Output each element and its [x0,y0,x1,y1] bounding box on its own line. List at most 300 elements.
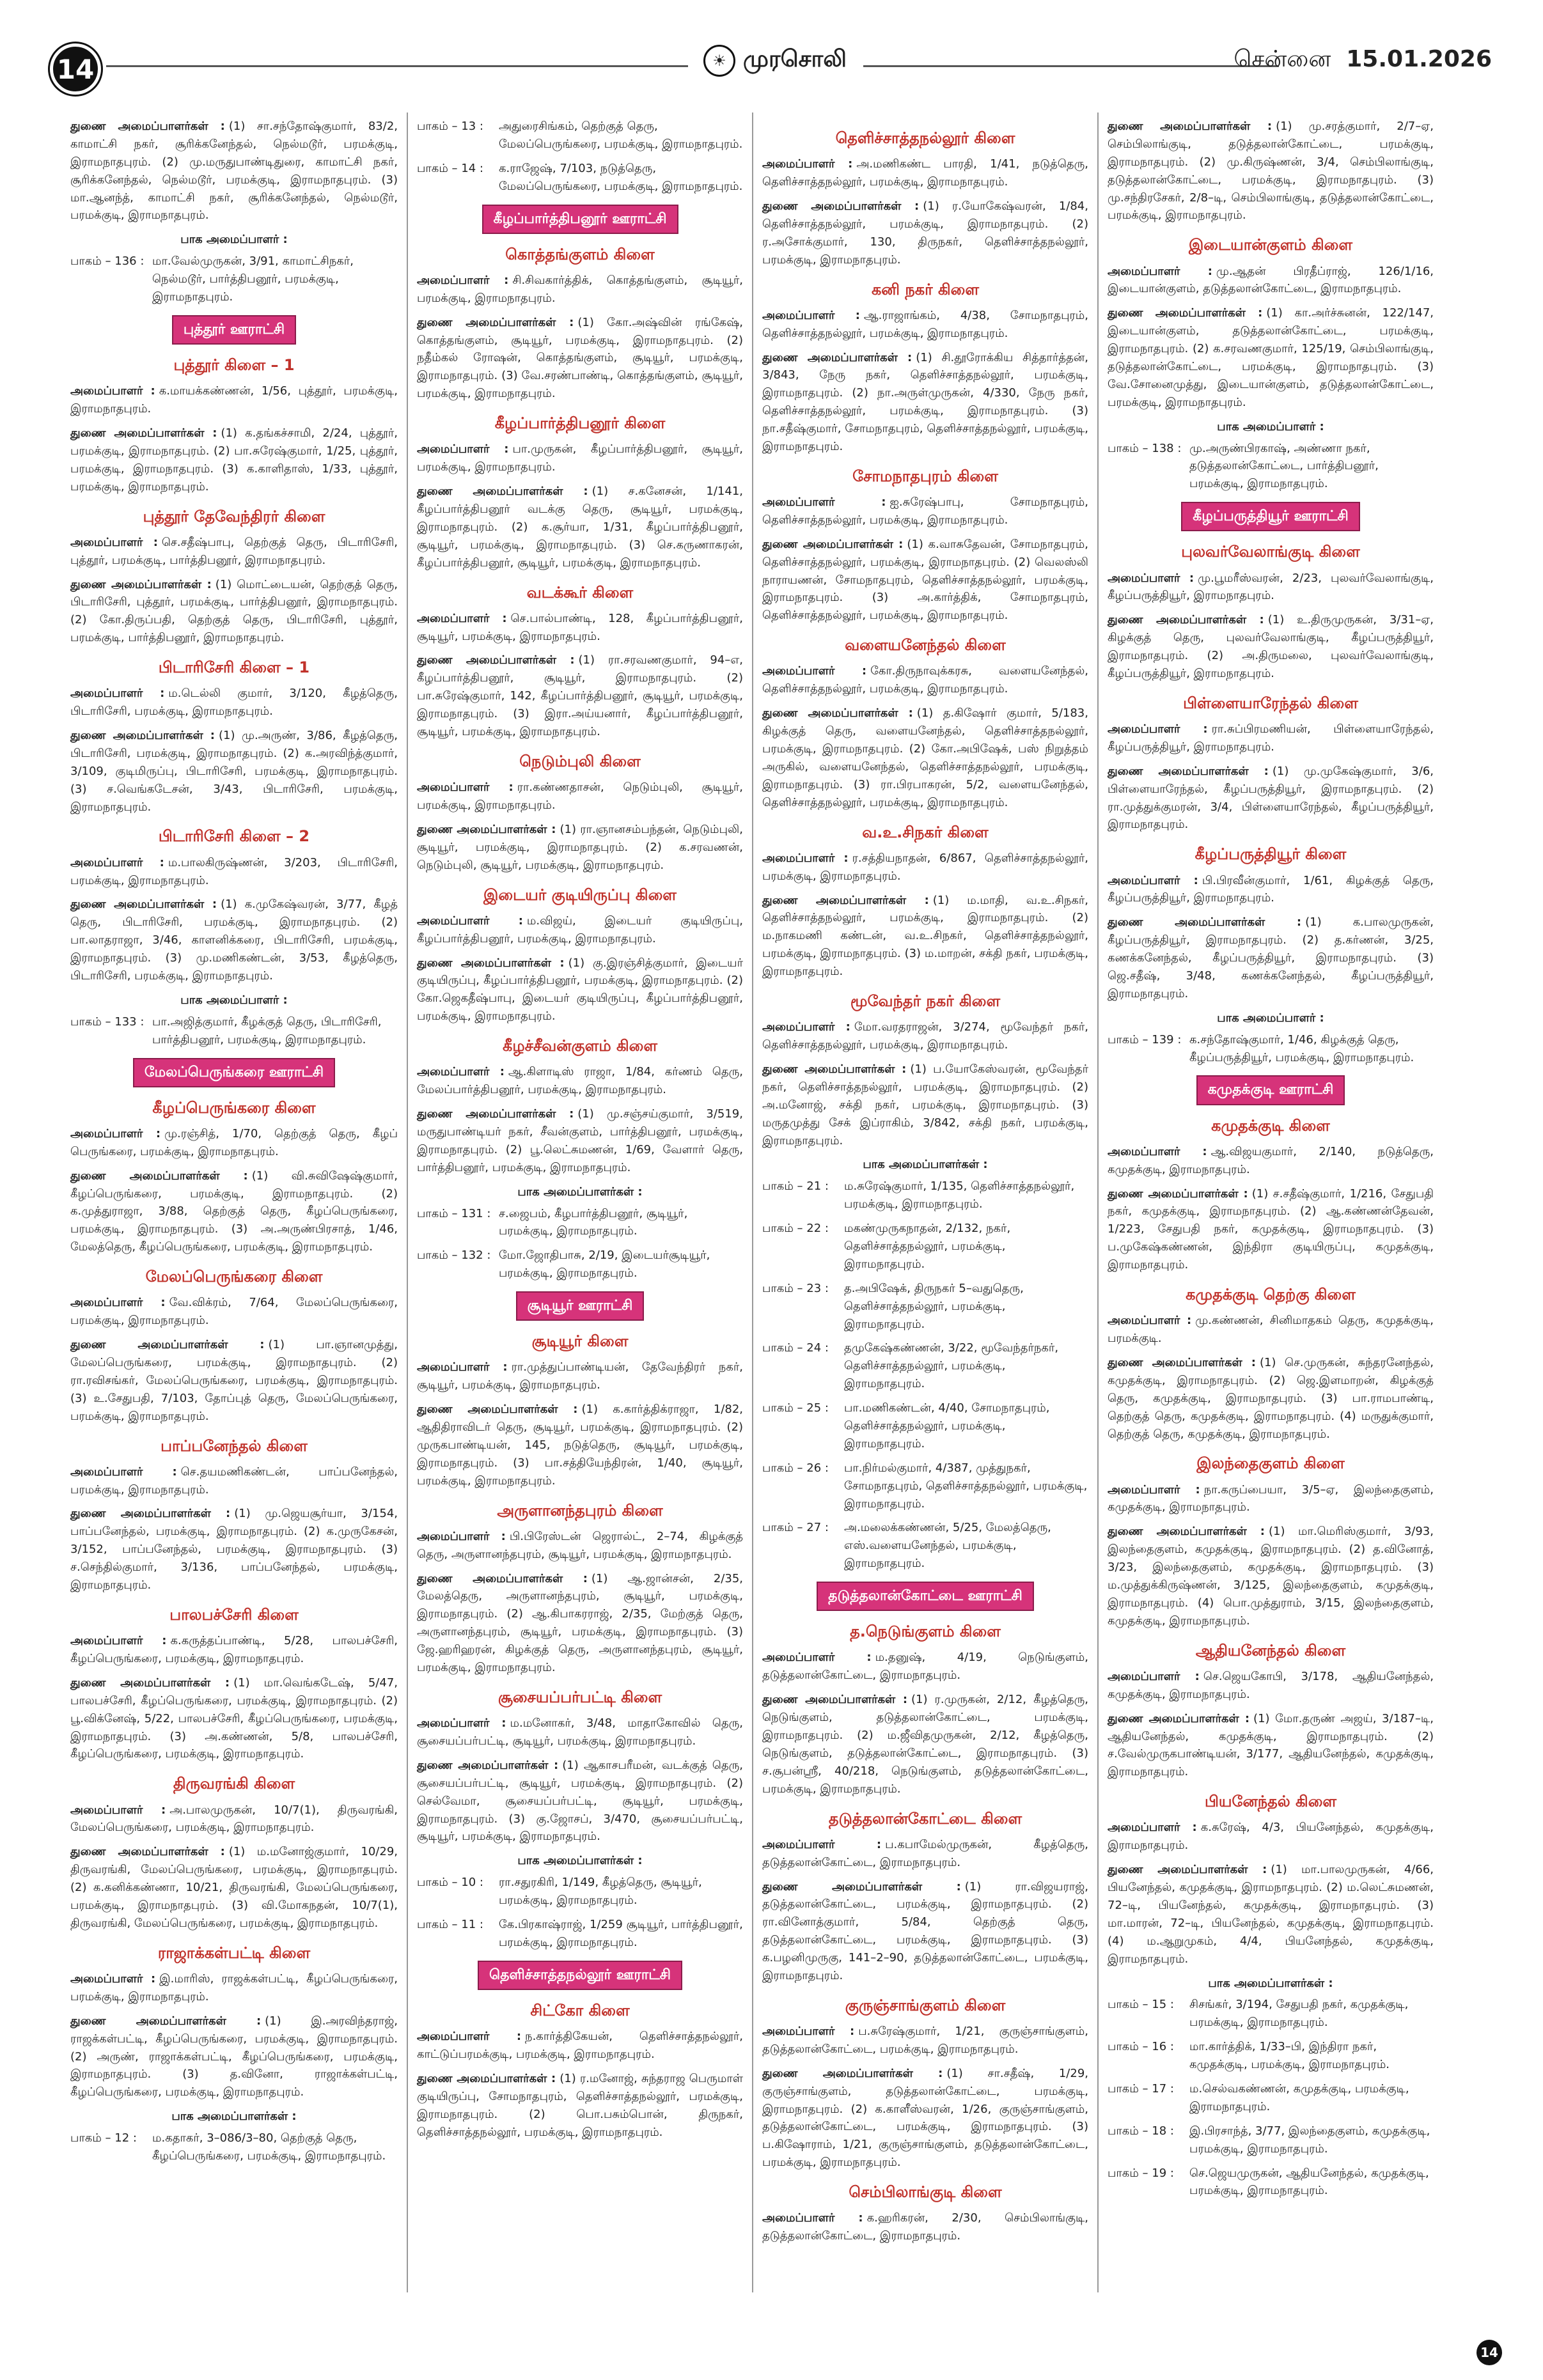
member-details: மு.ரஞ்சித், 1/70, தெற்குத் தெரு, கீழப் பெருங்கரை, பரமக்குடி, இராமநாதபுரம். [70,1126,398,1158]
booth-section-label: பாக அமைப்பாளர்கள் : [1208,1976,1333,1990]
role-label: அமைப்பாளர் : [762,308,860,322]
member-details: நா.கருப்பையா, 3/5–ஏ, இலந்தைகுளம், கமுதக்குடி, இராமநாதபுரம். [1108,1482,1434,1514]
role-label: துணை அமைப்பாளர்கள் : [70,1507,231,1521]
booth-number: பாகம் – 19 : [1108,2166,1174,2180]
panchayat-banner: சூடியூர் ஊராட்சி [516,1291,645,1321]
member-entry [417,483,743,572]
booth-entry [1108,2122,1434,2158]
member-details: ர.சத்தியநாதன், 6/867, தெளிச்சாத்தநல்லூர், பரமக்குடி, இராமநாதபுரம். [762,851,1088,883]
booth-member: ம.கதாகர், 3–086/3–80, தெற்குத் தெரு, கீழப்பெருங்கரை, பரமக்குடி, இராமநாதபுரம். [152,2131,386,2163]
role-label: துணை அமைப்பாளர்கள் : [417,485,588,499]
role-label: துணை அமைப்பாளர்கள் : [762,2066,943,2080]
role-label: அமைப்பாளர் : [762,2211,863,2225]
booth-member: ம.சுரேஷ்குமார், 1/135, தெளிச்சாத்தநல்லூர், பரமக்குடி, இராமநாதபுரம். [844,1179,1075,1211]
role-label: துணை அமைப்பாளர்கள் : [70,120,225,133]
booth-member: க.ராஜேஷ், 7/103, நடுத்தெரு, மேலப்பெருங்கரை, பரமக்குடி, இராமநாதபுரம். [499,161,743,193]
role-label: துணை அமைப்பாளர்கள் : [1108,1863,1267,1877]
booth-member: ம.செல்வகண்ணன், கமுதக்குடி, பரமக்குடி, இராமநாதபுரம். [1189,2082,1409,2113]
role-label: அமைப்பாளர் : [417,1529,506,1543]
role-label: துணை அமைப்பாளர்கள் : [762,537,904,551]
column-3 [752,113,1097,2292]
member-details: ம.தனுஷ், 4/19, நெடுங்குளம், தடுத்தலான்கோட்டை, இராமநாதபுரம். [762,1651,1089,1683]
column-2 [407,113,752,2292]
member-entry [1108,1312,1434,1348]
booth-entry [762,1459,1088,1513]
member-entry [1108,118,1434,224]
member-entry [1108,1185,1434,1274]
role-label: துணை அமைப்பாளர்கள் : [1108,1186,1248,1201]
booth-entry [417,1247,743,1282]
header-rule-right [863,65,1279,67]
branch-heading: பியனேந்தல் கிளை [1204,1793,1337,1811]
booth-entry [1108,440,1434,494]
branch-heading: குருஞ்சாங்குளம் கிளை [845,1996,1006,2014]
member-details: (1) ச.சதீஷ்குமார், 1/216, சேதுபதி நகர், கமுதக்குடி, இராமநாதபுரம். (2) ஆ.கண்ணன்தேவன், 1/223, சேதுபதி நகர், கமுதக்குடி, இராமநாதபுரம். (3) ப.முகேஷ்கண்ணன், இந்திரா குடியிருப்பு, கமுதக்குடி, இராமநாதபுரம். [1108,1186,1434,1272]
member-details: (1) மு.அருண், 3/86, கீழத்தெரு, பிடாரிசேரி, பரமக்குடி, இராமநாதபுரம். (2) க.அரவிந்த்குமார், 3/109, குடிமிருப்பு, பிடாரிசேரி, பரமக்குடி, இராமநாதபுரம். (3) ச.வெங்கடேசன், 3/43, பிடாரிசேரி, பரமக்குடி, இராமநாதபுரம். [70,729,398,814]
branch-heading: புலவர்வேலாங்குடி கிளை [1181,543,1360,561]
member-entry [70,1632,398,1668]
branch-heading: கீழப்பார்த்திபனூர் கிளை [494,414,666,433]
member-details: க.சுரேஷ், 4/3, பியனேந்தல், கமுதக்குடி, இராமநாதபுரம். [1108,1821,1434,1853]
role-label: துணை அமைப்பாளர்கள் : [417,956,565,970]
role-label: துணை அமைப்பாளர்கள் : [70,1169,248,1183]
member-details: (1) ச.கனேசன், 1/141, கீழப்பார்த்திபனூர் வடக்கு தெரு, சூடியூர், பரமக்குடி, இராமநாதபுரம். (2) க.சூர்யா, 1/31, கீழப்பார்த்திபனூர், சூடியூர், பரமக்குடி, இராமநாதபுரம். (3) செ.கருணாகரன், கீழப்பார்த்திபனூர், சூடியூர், பரமக்குடி, இராமநாதபுரம். [417,485,743,570]
booth-number: பாகம் – 132 : [417,1248,491,1263]
role-label: அமைப்பாளர் : [417,273,509,287]
role-label: துணை அமைப்பாளர்கள் : [1108,613,1264,627]
member-entry [417,1063,743,1099]
member-details: ம.பாலகிருஷ்ணன், 3/203, பிடாரிசேரி, பரமக்குடி, இராமநாதபுரம். [70,855,398,887]
member-entry [762,349,1088,456]
role-label: அமைப்பாளர் : [762,157,853,171]
booth-number: பாகம் – 10 : [417,1876,483,1890]
booth-entry [762,1178,1088,1213]
branch-heading: கமுதக்குடி கிளை [1211,1116,1330,1135]
member-entry [1108,1481,1434,1517]
member-entry [70,424,398,496]
role-label: துணை அமைப்பாளர்கள் : [762,350,912,364]
branch-heading: வளையனேந்தல் கிளை [845,636,1006,655]
role-label: துணை அமைப்பாளர்கள் : [1108,915,1302,929]
booth-entry [1108,2038,1434,2074]
role-label: துணை அமைப்பாளர்கள் : [70,898,217,912]
booth-entry [417,160,743,196]
booth-number: பாகம் – 21 : [762,1179,829,1194]
member-entry [762,2065,1088,2172]
member-details: செ.ஜெயகோபி, 3/178, ஆதியனேந்தல், கமுதக்குடி, இராமநாதபுரம். [1108,1669,1434,1701]
member-entry [762,155,1088,191]
role-label: அமைப்பாளர் : [1108,1144,1207,1158]
member-entry [762,704,1088,811]
member-entry [417,779,743,814]
booth-number: பாகம் – 11 : [417,1918,483,1931]
member-entry [1108,763,1434,834]
member-entry [1108,611,1434,683]
role-label: துணை அமைப்பாளர்கள் : [70,1676,230,1690]
role-label: துணை அமைப்பாளர்கள் : [70,729,215,743]
role-label: துணை அமைப்பாளர்கள் : [762,199,920,213]
branch-heading: திருவரங்கி கிளை [173,1775,295,1793]
role-label: அமைப்பாளர் : [417,2030,522,2044]
member-details: (1) கா.அர்ச்சுனன், 122/147, இடையான்குளம், தடுத்தலான்கோட்டை, பரமக்குடி, இராமநாதபுரம். (2) க.சரவணகுமார், 125/19, செம்பிலாங்குடி, தடுத்தலான்கோட்டை, பரமக்குடி, இராமநாதபுரம். (3) வே.சோனைமுத்து, இடையான்குளம், தடுத்தலான்கோட்டை, பரமக்குடி, இராமநாதபுரம். [1108,306,1434,409]
panchayat-banner: தெளிச்சாத்தநல்லூர் ஊராட்சி [478,1961,682,1990]
booth-number: பாகம் – 14 : [417,161,483,175]
member-entry [762,198,1088,269]
booth-section-label: பாக அமைப்பாளர்கள் : [171,2110,297,2124]
booth-entry [417,1205,743,1241]
branch-heading: அருளானந்தபுரம் கிளை [497,1501,663,1520]
member-details: (1) வி.சுவிஷேஷ்குமார், கீழப்பெருங்கரை, பரமக்குடி, இராமநாதபுரம். (2) க.முத்துராஜா, 3/88, தெற்குத் தெரு, கீழப்பெருங்கரை, பரமக்குடி, இராமநாதபுரம். (3) அ.அருண்பிரசாத், 1/46, மேலத்தெரு, கீழப்பெருங்கரை, பரமக்குடி, இராமநாதபுரம். [70,1169,398,1254]
member-entry [762,2209,1088,2245]
role-label: துணை அமைப்பாளர்கள் : [70,2014,262,2028]
member-details: (1) க.வாசுதேவன், சோமநாதபுரம், தெளிச்சாத்தநல்லூர், பரமக்குடி, இராமநாதபுரம். (2) வெலஸ்லி நாராயணன், சோமநாதபுரம், தெளிச்சாத்தநல்லூர், பரமக்குடி, இராமநாதபுரம். (3) அ.கார்த்திக், சோமநாதபுரம், தெளிச்சாத்தநல்லூர், பரமக்குடி, இராமநாதபுரம். [762,537,1088,623]
booth-section-label: பாக அமைப்பாளர் : [1217,419,1324,433]
member-details: க.கருத்தப்பாண்டி, 5/28, பாலபச்சேரி, கீழப்பெருங்கரை, பரமக்குடி, இராமநாதபுரம். [70,1634,398,1666]
branch-heading: சூடியூர் கிளை [531,1332,629,1351]
member-details: (1) மு.ஜெயசூர்யா, 3/154, பாப்பனேந்தல், பரமக்குடி, இராமநாதபுரம். (2) க.முருகேசன், 3/152, பாப்பனேந்தல், பரமக்குடி, இராமநாதபுரம். (3) ச.செந்தில்குமார், 3/136, பாப்பனேந்தல், பரமக்குடி, இராமநாதபுரம். [70,1507,398,1592]
booth-section-label: பாக அமைப்பாளர்கள் : [517,1185,643,1199]
member-entry [1108,1143,1434,1179]
member-entry [417,912,743,948]
member-entry [70,1674,398,1763]
member-entry [762,1649,1088,1684]
role-label: அமைப்பாளர் : [70,687,165,701]
booth-section-label: பாக அமைப்பாளர்கள் : [517,1854,643,1868]
role-label: துணை அமைப்பாளர்கள் : [1108,764,1269,778]
member-details: அ.பாலமுருகன், 10/7(1), திருவரங்கி, மேலப்பெருங்கரை, பரமக்குடி, இராமநாதபுரம். [70,1803,398,1835]
booth-member: பா.அஜித்குமார், கீழக்குத் தெரு, பிடாரிசேரி, பார்த்திபனூர், பரமக்குடி, இராமநாதபுரம். [152,1015,382,1046]
member-entry [417,821,743,875]
branch-heading: மூவேந்தர் நகர் கிளை [850,992,1001,1010]
booth-number: பாகம் – 24 : [762,1341,829,1355]
booth-member: அதுரைசிங்கம், தெற்குத் தெரு, மேலப்பெருங்கரை, பரமக்குடி, இராமநாதபுரம். [499,120,743,151]
booth-member: சிசங்கர், 3/194, சேதுபதி நகர், கமுதக்குடி, பரமக்குடி, இராமநாதபுரம். [1189,1998,1409,2030]
member-details: செ.பால்பாண்டி, 128, கீழப்பார்த்திபனூர், சூடியூர், பரமக்குடி, இராமநாதபுரம். [417,611,743,643]
role-label: அமைப்பாளர் : [70,535,158,549]
member-entry [1108,914,1434,1002]
member-details: வே.விக்ரம், 7/64, மேலப்பெருங்கரை, பரமக்குடி, இராமநாதபுரம். [70,1296,398,1328]
role-label: அமைப்பாளர் : [70,1634,167,1648]
member-entry [762,662,1088,698]
panchayat-banner: கீழப்பார்த்திபனூர் ஊராட்சி [482,205,678,234]
member-details: அ.மணிகண்ட பாரதி, 1/41, நடுத்தெரு, தெளிச்சாத்தநல்லூர், பரமக்குடி, இராமநாதபுரம். [762,157,1089,189]
booth-member: இ.பிரசாந்த், 3/77, இலந்தைகுளம், கமுதக்குடி, பரமக்குடி, இராமநாதபுரம். [1189,2124,1430,2156]
member-details: (1) கோ.அஷ்வின் ரங்கேஷ், கொத்தங்குளம், சூடியூர், பரமக்குடி, இராமநாதபுரம். (2) நதீம்கல் ரோஷன், கொத்தங்குளம், சூடியூர், பரமக்குடி, இராமநாதபுரம். (3) வே.சரண்பாண்டி, கொத்தங்குளம், சூடியூர், பரமக்குடி, இராமநாதபுரம். [417,315,743,401]
member-details: (1) மா.மெரிஸ்குமார், 3/93, இலந்தைகுளம், கமுதக்குடி, இராமநாதபுரம். (2) த.வினோத், 3/23, இலந்தைகுளம், கமுதக்குடி, இராமநாதபுரம். (3) ம.முத்துக்கிருஷ்ணன், 3/125, இலந்தைகுளம், கமுதக்குடி, இராமநாதபுரம். (4) பொ.முத்துராம், 3/15, இலந்தைகுளம், கமுதக்குடி, இராமநாதபுரம். [1108,1525,1434,1628]
member-details: ரா.கண்ணதாசன், நெடும்புலி, சூடியூர், பரமக்குடி, இராமநாதபுரம். [417,781,743,812]
role-label: துணை அமைப்பாளர்கள் : [70,1845,225,1859]
role-label: துணை அமைப்பாளர்கள் : [417,653,575,667]
branch-heading: நெடும்புலி கிளை [519,752,641,770]
role-label: துணை அமைப்பாளர்கள் : [70,577,212,591]
member-entry [417,1105,743,1177]
role-label: அமைப்பாளர் : [1108,264,1212,278]
member-entry [417,1757,743,1846]
branch-heading: தெளிச்சாத்தநல்லூர் கிளை [835,129,1015,147]
member-details: (1) சா.சந்தோஷ்குமார், 83/2, காமாட்சி நகர், சூரிக்கனேந்தல், நெல்மடூர், பரமக்குடி, இராமநாதபுரம். (2) மு.மருதுபாண்டிதுரை, காமாட்சி நகர், சூரிக்கனேந்தல், நெல்மடூர், பரமக்குடி, இராமநாதபுரம். (3) மா.ஆனந்த், காமாட்சி நகர், சூரிக்கனேந்தல், நெல்மடூர், பரமக்குடி, இராமநாதபுரம். [70,120,398,222]
member-details: (1) சி.தூரோக்கிய சித்தார்த்தன், 3/843, நேரு நகர், தெளிச்சாத்தநல்லூர், பரமக்குடி, இராமநாதபுரம். (2) நா.அருள்முருகன், 4/330, நேரு நகர், தெளிச்சாத்தநல்லூர், பரமக்குடி, இராமநாதபுரம். (3) நா.சதீஷ்குமார், சோமநாதபுரம், தெளிச்சாத்தநல்லூர், பரமக்குடி, இராமநாதபுரம். [762,350,1088,453]
role-label: துணை அமைப்பாளர்கள் : [1108,1355,1256,1369]
member-details: ஆ.ராஜாங்கம், 4/38, சோமநாதபுரம், தெளிச்சாத்தநல்லூர், பரமக்குடி, இராமநாதபுரம். [762,308,1088,340]
member-entry [1108,872,1434,908]
column-4 [1097,113,1443,2292]
member-details: ஆ.கிளாடிஸ் ராஜா, 1/84, கர்ணம் தெரு, மேலப்பார்த்திபனூர், பரமக்குடி, இராமநாதபுரம். [417,1065,743,1097]
role-label: துணை அமைப்பாளர்கள் : [1108,120,1273,133]
member-details: (1) ரா.சரவணகுமார், 94–எ, கீழப்பார்த்திபனூர், சூடியூர், இராமநாதபுரம். (2) பா.சுரேஷ்குமார், 142, கீழப்பார்த்திபனூர், சூடியூர், பரமக்குடி, இராமநாதபுரம். (3) இரா.அய்யனார், கீழப்பார்த்திபனூர், சூடியூர், பரமக்குடி, இராமநாதபுரம். [417,653,743,739]
paper-name: முரசொலி [743,46,847,72]
member-entry [70,727,398,816]
member-details: (1) மு.முகேஷ்குமார், 3/6, பிள்ளையாரேந்தல், கீழப்பருத்தியூர், இராமநாதபுரம். (2) ரா.முத்துக்குமரன், 3/4, பிள்ளையாரேந்தல், கீழப்பருத்தியூர், இராமநாதபுரம். [1108,764,1434,832]
branch-heading: வடக்கூர் கிளை [526,583,634,602]
member-entry [70,896,398,984]
member-entry [762,892,1088,981]
branch-heading: கீழப்பருத்தியூர் கிளை [1194,845,1347,864]
member-details: (1) உ.திருமுருகன், 3/31–ஏ, கிழக்குத் தெரு, புலவர்வேலாங்குடி, கீழப்பருத்தியூர், இராமநாதபுரம். (2) அ.திருமலை, புலவர்வேலாங்குடி, கீழப்பருத்தியூர், இராமநாதபுரம். [1108,613,1434,680]
booth-section-label: பாக அமைப்பாளர் : [180,233,288,247]
booth-member: ரா.சதுரகிரி, 1/149, கீழத்தெரு, சூடியூர், பரமக்குடி, இராமநாதபுரம். [499,1876,702,1908]
role-label: அமைப்பாளர் : [762,1837,882,1851]
member-entry [417,440,743,476]
branch-heading: பிள்ளையாரேந்தல் கிளை [1183,694,1358,712]
member-entry [417,272,743,307]
member-details: (1) க.முகேஷ்வரன், 3/77, கீழத் தெரு, பிடாரிசேரி, பரமக்குடி, இராமநாதபுரம். (2) பா.லாதராஜா, 3/46, காளனிக்கரை, பிடாரிசேரி, பரமக்குடி, இராமநாதபுரம். (3) மு.மணிகண்டன், 3/53, கீழத்தெரு, பிடாரிசேரி, பரமக்குடி, இராமநாதபுரம். [70,898,398,983]
member-details: (1) மா.பாலமுருகன், 4/66, பியனேந்தல், கமுதக்குடி, இராமநாதபுரம். (2) ம.லெட்சுமணன், 72–டி, பியனேந்தல், கமுதக்குடி, இராமநாதபுரம். (3) மா.மாரன், 72–டி, பியனேந்தல், கமுதக்குடி, இராமநாதபுரம். (4) ம.ஆறுமுகம், 4/4, பியனேந்தல், கமுதக்குடி, இராமநாதபுரம். [1108,1863,1434,1966]
member-details: ரா.சுப்பிரமணியன், பிள்ளையாரேந்தல், கீழப்பருத்தியூர், இராமநாதபுரம். [1108,722,1434,754]
member-entry [70,576,398,648]
sun-logo-icon: ☀ [703,45,735,77]
member-details: (1) பா.ஞானமுத்து, மேலப்பெருங்கரை, பரமக்குடி, இராமநாதபுரம். (2) ரா.ரவிசங்கர், மேலப்பெருங்கரை, பரமக்குடி, இராமநாதபுரம். (3) உ.சேதுபதி, 7/103, தோப்புத் தெரு, மேலப்பெருங்கரை, பரமக்குடி, இராமநாதபுரம். [70,1338,398,1423]
member-entry [762,1878,1088,1985]
member-entry [417,651,743,740]
booth-member: த.அபிஷேக், திருநகர் 5–வதுதெரு, தெளிச்சாத்தநல்லூர், பரமக்குடி, இராமநாதபுரம். [844,1281,1024,1331]
panchayat-banner: கமுதக்குடி ஊராட்சி [1196,1075,1345,1105]
booth-member: மு.அருண்பிரகாஷ், அண்ணா நகர், தடுத்தலான்கோட்டை, பார்த்திபனூர், பரமக்குடி, இராமநாதபுரம். [1189,441,1379,491]
member-entry [762,1691,1088,1798]
branch-heading: இடையான்குளம் கிளை [1188,236,1353,254]
footer-page-number: 14 [1476,2340,1502,2365]
booth-entry [762,1339,1088,1393]
member-entry [417,1358,743,1394]
role-label: துணை அமைப்பாளர்கள் : [762,1693,908,1707]
member-entry [762,1061,1088,1149]
role-label: அமைப்பாளர் : [1108,873,1198,887]
branch-heading: இலந்தைகுளம் கிளை [1196,1454,1345,1473]
booth-number: பாகம் – 18 : [1108,2124,1174,2138]
member-entry [417,2070,743,2142]
member-entry [1108,1668,1434,1704]
member-details: ந.கார்த்திகேயன், தெளிச்சாத்தநல்லூர், காட்டுப்பரமக்குடி, பரமக்குடி, இராமநாதபுரம். [417,2030,743,2061]
branch-heading: கொத்தங்குளம் கிளை [505,245,655,263]
member-entry [762,850,1088,885]
booth-number: பாகம் – 25 : [762,1401,829,1415]
member-details: (1) மு.சஞ்சய்குமார், 3/519, மருதுபாண்டியர் நகர், சீவன்குளம், பார்த்திபனூர், பரமக்குடி, இராமநாதபுரம். (2) பூ.லெட்சுமணன், 1/69, வேளார் தெரு, பார்த்திபனூர், பரமக்குடி, இராமநாதபுரம். [417,1107,743,1174]
member-entry [417,610,743,646]
role-label: துணை அமைப்பாளர்கள் : [762,1879,961,1894]
member-entry [417,314,743,403]
role-label: அமைப்பாளர் : [417,1065,505,1079]
member-entry [1108,1354,1434,1443]
member-details: ஆ.விஜயகுமார், 2/140, நடுத்தெரு, கமுதக்குடி, இராமநாதபுரம். [1108,1144,1434,1176]
member-entry [70,1505,398,1594]
role-label: அமைப்பாளர் : [70,1126,161,1140]
role-label: துணை அமைப்பாளர்கள் : [1108,1711,1250,1725]
booth-number: பாகம் – 17 : [1108,2082,1174,2096]
branch-heading: வ.உ.சிநகர் கிளை [862,823,989,841]
member-entry [70,685,398,720]
member-entry [70,1843,398,1932]
booth-member: பா.மணிகண்டன், 4/40, சோமநாதபுரம், தெளிச்சாத்தநல்லூர், பரமக்குடி, இராமநாதபுரம். [844,1401,1050,1451]
member-details: சி.சிவகார்த்திக், கொத்தங்குளம், சூடியூர், பரமக்குடி, இராமநாதபுரம். [417,273,743,305]
member-details: மோ.வரதராஜன், 3/274, மூவேந்தர் நகர், தெளிச்சாத்தநல்லூர், பரமக்குடி, இராமநாதபுரம். [762,1020,1088,1052]
booth-entry [762,1399,1088,1453]
panchayat-banner: புத்தூர் ஊராட்சி [172,315,296,345]
member-details: செ.சதீஷ்பாபு, தெற்குத் தெரு, பிடாரிசேரி, புத்தூர், பரமக்குடி, பார்த்திபனூர், இராமநாதபுரம். [70,535,398,567]
member-entry [70,118,398,224]
role-label: துணை அமைப்பாளர்கள் : [70,1338,265,1352]
role-label: அமைப்பாளர் : [762,2025,855,2039]
member-details: மு.ஆதன் பிரதீப்ராஜ், 126/1/16, இடையான்குளம், தடுத்தலான்கோட்டை, இராமநாதபுரம். [1108,264,1434,296]
booth-entry [417,1874,743,1909]
booth-member: மகண்முருகநாதன், 2/132, நகர், தெளிச்சாத்தநல்லூர், பரமக்குடி, இராமநாதபுரம். [844,1222,1011,1271]
role-label: துணை அமைப்பாளர்கள் : [762,1062,907,1076]
member-entry [762,307,1088,343]
member-details: (1) க.தங்கச்சாமி, 2/24, புத்தூர், பரமக்குடி, இராமநாதபுரம். (2) பா.சுரேஷ்குமார், 1/25, புத்தூர், பரமக்குடி, இராமநாதபுரம். (3) க.காளிதாஸ், 1/33, புத்தூர், பரமக்குடி, இராமநாதபுரம். [70,426,398,494]
role-label: துணை அமைப்பாளர்கள் : [70,426,217,440]
city-name: சென்னை [1234,46,1331,72]
booth-member: செ.ஜெயமுருகன், ஆதியனேந்தல், கமுதக்குடி, பரமக்குடி, இராமநாதபுரம். [1189,2166,1429,2198]
member-details: (1) கு.இரஞ்சித்குமார், இடையர் குடியிருப்பு, கீழப்பார்த்திபனூர், பரமக்குடி, இராமநாதபுரம். (2) கோ.ஜெகதீஷ்பாபு, இடையர் குடியிருப்பு, கீழப்பார்த்திபனூர், பரமக்குடி, இராமநாதபுரம். [417,956,743,1023]
role-label: துணை அமைப்பாளர்கள் : [417,1571,588,1585]
role-label: துணை அமைப்பாளர்கள் : [762,893,929,907]
member-details: (1) மு.சரத்குமார், 2/7–ஏ, செம்பிலாங்குடி, தடுத்தலான்கோட்டை, பரமக்குடி, இராமநாதபுரம். (2) மு.கிருஷ்ணன், 3/4, செம்பிலாங்குடி, தடுத்தலான்கோட்டை, பரமக்குடி, இராமநாதபுரம். (3) மு.சந்திரசேகர், 2/8–டி, செம்பிலாங்குடி, தடுத்தலான்கோட்டை, பரமக்குடி, இராமநாதபுரம். [1108,120,1434,222]
issue-date: 15.01.2026 [1346,46,1492,72]
booth-member: பா.நிர்மல்குமார், 4/387, முத்துநகர், சோமநாதபுரம், தெளிச்சாத்தநல்லூர், பரமக்குடி, இராமநாதபுரம். [844,1461,1088,1511]
member-entry [1108,1861,1434,1968]
booth-number: பாகம் – 27 : [762,1521,829,1535]
role-label: அமைப்பாளர் : [1108,571,1194,585]
member-entry [417,2028,743,2064]
role-label: அமைப்பாளர் : [1108,1314,1192,1328]
member-details: பா.முருகன், கீழப்பார்த்திபனூர், சூடியூர், பரமக்குடி, இராமநாதபுரம். [417,442,744,474]
booth-number: பாகம் – 16 : [1108,2040,1174,2054]
booth-number: பாகம் – 136 : [70,254,145,268]
member-entry [417,954,743,1026]
member-details: (1) ர.முருகன், 2/12, கீழத்தெரு, நெடுங்குளம், தடுத்தலான்கோட்டை, பரமக்குடி, இராமநாதபுரம். (2) ம.ஜீவிதமுருகன், 2/12, கீழத்தெரு, நெடுங்குளம், தடுத்தலான்கோட்டை, இராமநாதபுரம். (3) ச.சூபன்ஸ்ரீ, 40/218, நெடுங்குளம், தடுத்தலான்கோட்டை, பரமக்குடி, இராமநாதபுரம். [762,1693,1088,1796]
member-entry [417,1715,743,1750]
booth-member: ச.ஜைபம், கீழபார்த்திபனூர், சூடியூர், பரமக்குடி, இராமநாதபுரம். [499,1206,688,1238]
member-entry [762,1836,1088,1872]
member-details: (1) ஆ.ஜான்சன், 2/35, மேலத்தெரு, அருளானந்தபுரம், சூடியூர், பரமக்குடி, இராமநாதபுரம். (2) ஆ.கிபாகரராஜ், 2/35, மேற்குத் தெரு, அருளானந்தபுரம், சூடியூர், பரமக்குடி, இராமநாதபுரம். (3) ஜே.ஹரிஹரன், கிழக்குத் தெரு, அருளானந்தபுரம், சூடியூர், பரமக்குடி, இராமநாதபுரம். [417,1571,743,1675]
booth-number: பாகம் – 12 : [70,2131,137,2145]
booth-entry [70,1013,398,1049]
booth-member: மா.கார்த்திக், 1/33–பி, இந்திரா நகர், கமுதக்குடி, பரமக்குடி, இராமநாதபுரம். [1189,2040,1390,2072]
branch-heading: புத்தூர் கிளை – 1 [173,356,295,374]
booth-member: கே.பிரகாஷ்ராஜ், 1/259 சூடியூர், பார்த்திபனூர், பரமக்குடி, இராமநாதபுரம். [499,1918,743,1949]
booth-section-label: பாக அமைப்பாளர்கள் : [863,1158,988,1172]
role-label: அமைப்பாளர் : [417,914,523,928]
branch-heading: பிடாரிசேரி கிளை – 2 [158,827,310,846]
role-label: அமைப்பாளர் : [1108,722,1208,736]
member-entry [417,1401,743,1489]
booth-number: பாகம் – 15 : [1108,1998,1174,2012]
role-label: அமைப்பாளர் : [70,1803,166,1817]
member-entry [70,534,398,570]
booth-number: பாகம் – 23 : [762,1281,829,1295]
member-details: கோ.திருநாவுக்கரசு, வளையனேந்தல், தெளிச்சாத்தநல்லூர், பரமக்குடி, இராமநாதபுரம். [762,664,1088,696]
role-label: அமைப்பாளர் : [70,1972,156,1986]
member-entry [70,1167,398,1256]
member-details: ஐ.சுரேஷ்பாபு, சோமநாதபுரம், தெளிச்சாத்தநல்லூர், பரமக்குடி, இராமநாதபுரம். [762,495,1088,527]
branch-heading: கமுதக்குடி தெற்கு கிளை [1186,1285,1356,1303]
booth-entry [1108,1996,1434,2032]
branch-heading: பிடாரிசேரி கிளை – 1 [158,658,310,677]
booth-entry [762,1519,1088,1573]
member-entry [762,1018,1088,1054]
booth-number: பாகம் – 138 : [1108,441,1182,455]
role-label: துணை அமைப்பாளர்கள் : [417,2071,556,2085]
branch-heading: புத்தூர் தேவேந்திரர் கிளை [143,507,325,525]
member-entry [70,1463,398,1499]
branch-heading: மேலப்பெருங்கரை கிளை [145,1268,323,1286]
member-entry [70,1970,398,2006]
member-details: (1) க.பாலமுருகன், கீழப்பருத்தியூர், இராமநாதபுரம். (2) த.கர்ணன், 3/25, கணக்கனேந்தல், கீழப்பருத்தியூர், இராமநாதபுரம். (3) ஜெ.சதீஷ், 3/48, கணக்கனேந்தல், கீழப்பருத்தியூர், இராமநாதபுரம். [1108,915,1434,1000]
member-details: க.ஹரிகரன், 2/30, செம்பிலாங்குடி, தடுத்தலான்கோட்டை, இராமநாதபுரம். [762,2211,1089,2243]
member-details: (1) ரா.ஞானசம்பந்தன், நெடும்புலி, சூடியூர், பரமக்குடி, இராமநாதபுரம். (2) க.சரவணன், நெடும்புலி, சூடியூர், பரமக்குடி, இராமநாதபுரம். [417,822,743,872]
member-details: இ.மாரிஸ், ராஜக்கள்பட்டி, கீழப்பெருங்கரை, பரமக்குடி, இராமநாதபுரம். [70,1972,398,2003]
member-entry [1108,1710,1434,1782]
role-label: துணை அமைப்பாளர்கள் : [1108,1525,1265,1539]
branch-heading: ராஜாக்கள்பட்டி கிளை [157,1943,311,1962]
member-entry [1108,1819,1434,1855]
member-details: க.மாயக்கண்ணன், 1/56, புத்தூர், பரமக்குடி, இராமநாதபுரம். [70,384,398,416]
booth-entry [70,2129,398,2165]
role-label: அமைப்பாளர் : [1108,1821,1197,1835]
role-label: துணை அமைப்பாளர்கள் : [762,706,913,720]
booth-entry [417,1916,743,1952]
content-columns [61,113,1485,2292]
branch-heading: கீழப்பெருங்கரை கிளை [152,1098,316,1117]
booth-entry [417,118,743,153]
member-entry [70,382,398,418]
branch-heading: இடையர் குடியிருப்பு கிளை [483,885,677,904]
role-label: அமைப்பாளர் : [762,664,867,678]
member-entry [1108,570,1434,605]
role-label: துணை அமைப்பாளர்கள் : [417,1403,578,1417]
booth-entry [762,1280,1088,1334]
branch-heading: கனி நகர் கிளை [871,280,980,299]
member-entry [417,1570,743,1677]
member-details: பி.பிரேஸ்டன் ஜெரால்ட், 2–74, கிழக்குத் தெரு, அருளானந்தபுரம், சூடியூர், பரமக்குடி, இராமநாதபுரம். [417,1529,744,1561]
member-entry [762,494,1088,529]
member-details: (1) இ.அரவிந்தராஜ், ராஜக்கள்பட்டி, கீழப்பெருங்கரை, பரமக்குடி, இராமநாதபுரம். (2) அருண், ராஜாக்கள்பட்டி, கீழப்பெருங்கரை, பரமக்குடி, இராமநாதபுரம். (3) த.வினோ, ராஜாக்கள்பட்டி, கீழப்பெருங்கரை, பரமக்குடி, இராமநாதபுரம். [70,2014,398,2099]
role-label: துணை அமைப்பாளர்கள் : [417,1758,559,1772]
member-details: ப.கபாமேல்முருகன், கீழத்தெரு, தடுத்தலான்கோட்டை, இராமநாதபுரம். [762,1837,1088,1869]
booth-section-label: பாக அமைப்பாளர் : [1217,1011,1324,1025]
booth-entry [70,253,398,306]
dateline [1234,46,1492,75]
header-rule-left [106,65,688,67]
branch-heading: சிட்கோ கிளை [530,2001,630,2019]
role-label: அமைப்பாளர் : [1108,1669,1200,1683]
member-entry [70,1294,398,1330]
member-entry [70,1801,398,1837]
role-label: அமைப்பாளர் : [417,442,509,456]
booth-entry [762,1220,1088,1273]
role-label: அமைப்பாளர் : [70,384,155,398]
booth-member: க.சந்தோஷ்குமார், 1/46, கிழக்குத் தெரு, கீழப்பருத்தியூர், பரமக்குடி, இராமநாதபுரம். [1189,1032,1414,1064]
member-details: ப.சுரேஷ்குமார், 1/21, குருஞ்சாங்குளம், தடுத்தலான்கோட்டை, பரமக்குடி, இராமநாதபுரம். [762,2025,1088,2056]
member-details: ம.டெல்லி குமார், 3/120, கீழத்தெரு, பிடாரிசேரி, பரமக்குடி, இராமநாதபுரம். [70,687,398,719]
